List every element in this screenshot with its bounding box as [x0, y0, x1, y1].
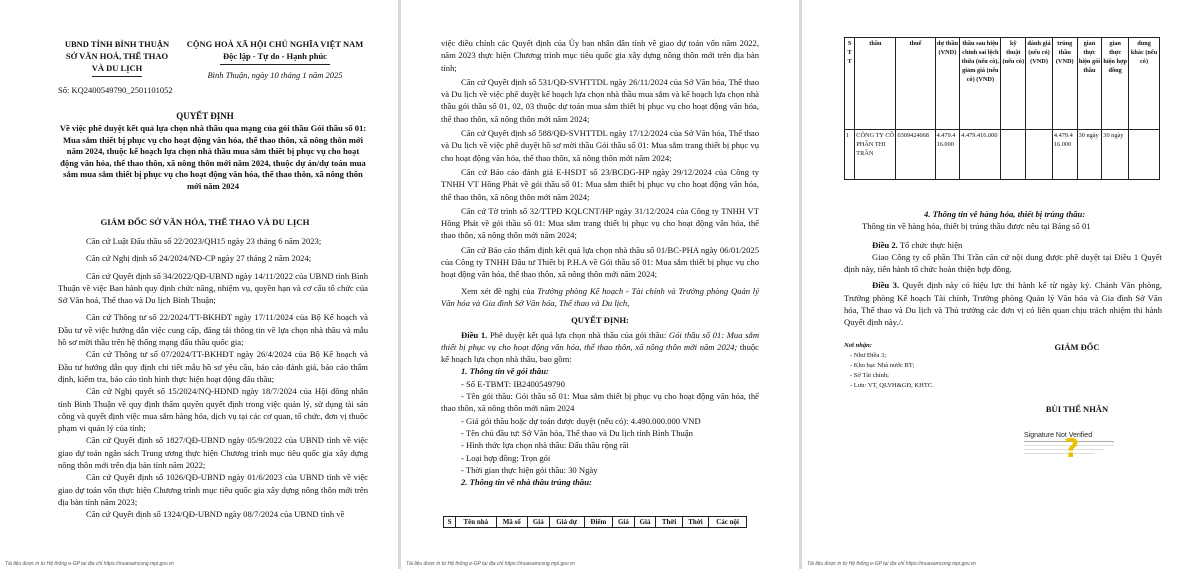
- table-cell: 4.479.416.000: [1052, 130, 1077, 180]
- legal-basis-item: Căn cứ Tờ trình số 32/TTPĐ KQLCNT/HP ngày 31/12/2024 của Công ty TNHH VT Hồng Phát về gói thầu số 01: Mua sắm trang thiết bị phục vụ cho hoạt động văn hóa, thể thao thôn, xã nông thôn mới năm 2024;: [441, 205, 759, 241]
- table-header-cell: dự thầu (VND): [935, 38, 960, 130]
- document-page-3: [802, 0, 1200, 569]
- table-cell: 30 ngày: [1102, 130, 1129, 180]
- table-header-cell: S: [444, 517, 456, 528]
- doc-subtitle: Về việc phê duyệt kết quả lựa chọn nhà thầu qua mạng của gói thầu Gói thầu số 01: Mua sắm thiết bị phục vụ cho hoạt động văn hóa, thể thao thôn, xã nông thôn mới năm 2024, thuộc kế hoạch lựa chọn nhà thầu mua sắm thiết bị phục vụ cho hoạt động văn hóa, thể thao thôn, xã nông thôn mới năm 2024, thuộc dự án/dự toán mua sắm mua sắm thiết bị phục vụ cho hoạt động văn hóa, thể thao thôn, xã nông thôn mới năm 2024: [59, 123, 367, 191]
- legal-basis-item: Căn cứ Quyết định số 588/QĐ-SVHTTDL ngày 17/12/2024 của Sở Văn hóa, Thể thao và Du lịch về việc phê duyệt hồ sơ mời thầu Gói thầu số 01: Mua sắm trang thiết bị phục vụ cho hoạt động văn hóa, thể thao thôn, xã nông thôn mới năm 2024;: [441, 128, 759, 163]
- consideration: Xem xét đề nghị của Trưởng phòng Kế hoạch - Tài chính và Trưởng phòng Quản lý Văn hóa và Gia đình Sở Văn hóa, Thể thao và Du lịch,: [441, 285, 760, 308]
- legal-basis-item: Căn cứ Báo cáo đánh giá E-HSDT số 23/BCĐG-HP ngày 29/12/2024 của Công ty TNHH VT Hồng Phát về gói thầu số 01: Mua sắm thiết bị phục vụ cho hoạt động văn hóa, thể thao thôn, xã nông thôn mới năm 2024;: [441, 166, 759, 202]
- signature-unverified-icon: ?: [1064, 434, 1080, 464]
- doc-title: QUYẾT ĐỊNH: [176, 111, 234, 121]
- legal-basis-item: Căn cứ Nghị định số 24/2024/NĐ-CP ngày 27 tháng 2 năm 2024;: [86, 253, 312, 264]
- legal-basis-item: Căn cứ Quyết định số 531/QĐ-SVHTTDL ngày 26/11/2024 của Sở Văn hóa, Thể thao và Du lịch về việc phê duyệt kế hoạch lựa chọn nhà thầu mua sắm và kế hoạch lựa chọn nhà thầu gói thầu số 01, 02, 03 thuộc dự toán mua sắm thiết bị phục vụ cho hoạt động văn hóa, thể thao thôn, xã nông thôn mới năm 2024;: [441, 76, 759, 124]
- table-header-cell: Điểm: [584, 517, 613, 528]
- recipient-item: - Như Điều 3;: [850, 352, 887, 359]
- table-header-cell: Tên nhà: [456, 517, 496, 528]
- table-cell: [1001, 130, 1026, 180]
- package-info-item: - Tên chủ đầu tư: Sở Văn hóa, Thể thao và Du lịch tỉnh Bình Thuận: [461, 427, 693, 438]
- table-header-cell: Giá dự: [549, 517, 584, 528]
- table-header-cell: Giá: [634, 517, 656, 528]
- legal-basis-item: Căn cứ Luật Đấu thầu số 22/2023/QH15 ngày 23 tháng 6 năm 2023;: [86, 236, 322, 246]
- recipients-title: Nơi nhận:: [844, 342, 872, 349]
- place-date: Bình Thuận, ngày 10 tháng 1 năm 2025: [207, 70, 343, 80]
- doc-number: Số: KQ2400549790_2501101052: [58, 85, 173, 95]
- page-footer: Tài liệu được in từ Hệ thống e-GP tại địa chỉ https://muasamcong.mpi.gov.vn: [807, 561, 976, 567]
- table-header-cell: Giá: [527, 517, 549, 528]
- legal-basis-item: việc điều chỉnh các Quyết định của Ủy ban nhân dân tỉnh về giao dự toán vốn năm 2022, năm 2023 thực hiện Chương trình mục tiêu quốc gia xây dựng nông thôn mới trên địa bàn tỉnh;: [441, 38, 759, 73]
- recipient-item: - Sở Tài chính;: [850, 372, 889, 379]
- table-cell: 4.479.416.000: [935, 130, 960, 180]
- org-line-1: UBND TỈNH BÌNH THUẬN: [64, 39, 170, 49]
- legal-basis-list: [58, 235, 368, 521]
- nation-underline: [220, 64, 330, 65]
- table-header-cell: S T T: [845, 38, 855, 130]
- national-header: [180, 38, 370, 81]
- package-info-item: - Loại hợp đồng: Trọn gói: [461, 452, 551, 463]
- legal-basis-item: Căn cứ Báo cáo thẩm định kết quả lựa chọn nhà thầu số 01/BC-PHA ngày 06/01/2025 của Công ty TNHH Đầu tư Thiết bị P.H.A về Gói thầu số 01: Mua sắm thiết bị phục vụ cho hoạt động văn hóa, thể thao thôn, xã nông thôn mới năm 2024;: [441, 244, 759, 280]
- winner-table: [844, 37, 1160, 180]
- table-header-cell: trúng thầu (VND): [1052, 38, 1077, 130]
- signer-name: BÙI THẾ NHÂN: [1045, 404, 1109, 414]
- table-header-cell: dung khác (nếu có): [1129, 38, 1160, 130]
- nation-line-2: Độc lập - Tự do - Hạnh phúc: [223, 51, 327, 61]
- decide-title: QUYẾT ĐỊNH:: [571, 315, 629, 326]
- article-3: Điều 3. Quyết định này có hiệu lực thi hành kể từ ngày ký. Chánh Văn phòng, Trưởng phòng Kế hoạch Tài chính, Trưởng phòng Quản lý Văn hóa và Gia đình Sở Văn hóa, Thể thao và Du lịch và Thủ trưởng các đơn vị có liên quan chịu trách nhiệm thi hành Quyết định này./.: [844, 280, 1163, 328]
- page2-body: [441, 37, 759, 488]
- section-2-title: 2. Thông tin về nhà thầu trúng thầu:: [461, 477, 592, 488]
- authority-title: GIÁM ĐỐC SỞ VĂN HÓA, THỂ THAO VÀ DU LỊCH: [100, 217, 310, 227]
- section-1-title: 1. Thông tin về gói thầu:: [461, 366, 549, 377]
- table-cell: 0309424068: [896, 130, 935, 180]
- legal-basis-item: Căn cứ Quyết định số 1827/QĐ-UBND ngày 05/9/2022 của UBND tỉnh về việc giao dự toán ngân sách Trung ương thực hiện Chương trình mục tiêu quốc gia xây dựng nông thôn mới trên địa bàn tỉnh năm 2022;: [58, 435, 368, 471]
- legal-basis-item: Căn cứ Quyết định số 1324/QĐ-UBND ngày 08/7/2024 của UBND tỉnh về: [86, 509, 345, 520]
- table-header-cell: Thời: [656, 517, 682, 528]
- table-header-cell: thầu sau hiệu chỉnh sai lệch thừa (nếu có), giảm giá (nếu có) (VND): [960, 38, 1001, 130]
- org-line-2: SỞ VĂN HOÁ, THỂ THAO: [65, 51, 169, 61]
- org-line-3: VÀ DU LỊCH: [91, 63, 143, 73]
- package-info-item: - Số E-TBMT: IB2400549790: [461, 378, 565, 389]
- legal-basis-item: Căn cứ Thông tư số 07/2024/TT-BKHĐT ngày 26/4/2024 của Bộ Kế hoạch và Đầu tư hướng dẫn quy định chi tiết mẫu hồ sơ yêu cầu, báo cáo đánh giá, báo cáo thẩm định, kiểm tra, báo cáo tình hình thực hiện hoạt động đấu thầu;: [58, 349, 368, 384]
- digital-signature-box: [1024, 432, 1134, 472]
- section-4-text: Thông tin về hàng hóa, thiết bị trúng thầu được nêu tại Bảng số 01: [862, 221, 1091, 232]
- table-header-cell: gian thực hiện hợp đồng: [1102, 38, 1129, 130]
- package-info-item: - Hình thức lựa chọn nhà thầu: Đấu thầu rộng rãi: [461, 440, 629, 451]
- article-2: Điều 2. Tổ chức thực hiện: [872, 239, 963, 250]
- table-row: [845, 130, 1160, 180]
- page3-body: [844, 208, 1162, 329]
- article-1: Điều 1. Phê duyệt kết quả lựa chọn nhà thầu của gói thầu: Gói thầu số 01: Mua sắm thiết bị phục vụ cho hoạt động văn hóa, thể thao thôn, xã nông thôn mới năm 2024; thuộc kế hoạch lựa chọn nhà thầu, bao gồm:: [441, 329, 760, 365]
- issuing-org: [58, 38, 176, 77]
- signer-title: GIÁM ĐỐC: [1054, 342, 1100, 352]
- page-footer: Tài liệu được in từ Hệ thống e-GP tại địa chỉ https://muasamcong.mpi.gov.vn: [5, 561, 174, 567]
- legal-basis-item: Căn cứ Thông tư số 22/2024/TT-BKHĐT ngày 17/11/2024 của Bộ Kế hoạch và Đầu tư về việc hướng dẫn việc cung cấp, đăng tải thông tin về lựa chọn nhà thầu và mẫu hồ sơ mời thầu trên hệ thống mạng đấu thầu quốc gia;: [58, 312, 368, 348]
- legal-basis-item: Căn cứ Nghị quyết số 15/2024/NQ-HĐND ngày 18/7/2024 của Hội đồng nhân tỉnh Bình Thuận về quy định thẩm quyền quyết định trong việc quản lý, sử dụng tài sản công và quyết định việc mua sắm hàng hóa, dịch vụ tại các cơ quan, tổ chức, đơn vị thuộc phạm vi quản lý của tỉnh;: [58, 386, 368, 434]
- winner-table-header: [443, 516, 747, 528]
- document-page-2: [401, 0, 799, 569]
- table-header-cell: Mã số: [496, 517, 527, 528]
- nation-line-1: CỘNG HOÀ XÃ HỘI CHỦ NGHĨA VIỆT NAM: [186, 39, 364, 49]
- signature-status: Signature Not Verified: [1024, 432, 1093, 439]
- table-header-cell: kỹ thuật (nếu có): [1001, 38, 1026, 130]
- table-cell: CÔNG TY CỔ PHẦN THI TRẦN: [855, 130, 896, 180]
- legal-basis-item: Căn cứ Quyết định số 34/2022/QĐ-UBND ngày 14/11/2022 của UBND tỉnh Bình Thuận về việc Ban hành quy định chức năng, nhiệm vụ, quyền hạn và cơ cấu tổ chức của Sở Văn hoá, Thể thao và Du lịch Bình Thuận;: [58, 270, 368, 306]
- table-cell: [1129, 130, 1160, 180]
- recipients: [844, 341, 994, 391]
- table-header-cell: Các nội: [709, 517, 747, 528]
- table-header-cell: thuế: [896, 38, 935, 130]
- package-info-item: - Giá gói thầu hoặc dự toán được duyệt (nếu có): 4.490.000.000 VND: [461, 415, 701, 426]
- table-cell: 30 ngày: [1077, 130, 1102, 180]
- package-info-item: - Tên gói thầu: Gói thầu số 01: Mua sắm thiết bị phục vụ cho hoạt động văn hóa, thể thao thôn, xã nông thôn mới năm 2024: [441, 391, 759, 414]
- table-cell: 4.479.416.000: [960, 130, 1001, 180]
- recipient-item: - Kho bạc Nhà nước BT;: [850, 362, 915, 369]
- page-footer: Tài liệu được in từ Hệ thống e-GP tại địa chỉ https://muasamcong.mpi.gov.vn: [406, 561, 575, 567]
- package-info-item: - Thời gian thực hiện gói thầu: 30 Ngày: [461, 464, 598, 475]
- table-header-cell: Giá: [613, 517, 635, 528]
- table-cell: [1026, 130, 1053, 180]
- legal-basis-item: Căn cứ Quyết định số 1026/QĐ-UBND ngày 01/6/2023 của UBND tỉnh về việc giao dự toán vốn thực hiện Chương trình mục tiêu quốc gia xây dựng nông thôn mới trên địa bàn tỉnh năm 2023;: [58, 472, 368, 507]
- section-4-title: 4. Thông tin về hàng hóa, thiết bị trúng thầu:: [924, 209, 1086, 219]
- table-header-cell: gian thực hiện gói thầu: [1077, 38, 1102, 130]
- table-cell: 1: [845, 130, 855, 180]
- table-header-cell: đánh giá (nếu có) (VND): [1026, 38, 1053, 130]
- table-header-cell: thầu: [855, 38, 896, 130]
- org-underline: [92, 76, 142, 77]
- article-2-body: Giao Công ty cổ phần Thi Trần căn cứ nội dung được phê duyệt tại Điều 1 Quyết định này, tiến hành tổ chức hoàn thiện hợp đồng.: [844, 251, 1162, 275]
- table-header-cell: Thời: [682, 517, 708, 528]
- recipient-item: - Lưu: VT, QLVH&GĐ, KHTC.: [850, 382, 934, 389]
- document-page-1: [0, 0, 398, 569]
